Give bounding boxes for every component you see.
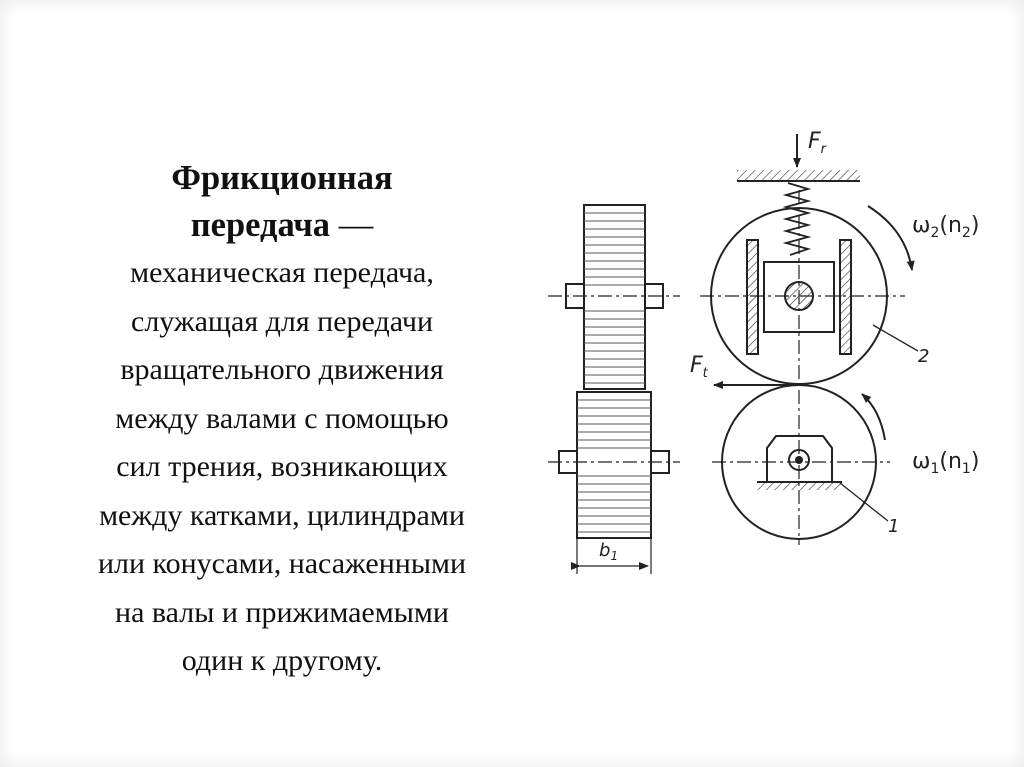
spring: [786, 183, 808, 255]
definition-line: между валами с помощью: [115, 401, 449, 435]
definition-line: вращательного движения: [120, 353, 444, 386]
omega1-label: $\omega_1(n_1)$: [912, 449, 980, 477]
term-line-2: [22, 202, 542, 249]
term-dash: —: [330, 206, 374, 244]
left-guide: [747, 240, 758, 354]
part-2-label: 2: [918, 346, 930, 367]
upper-roller-side: [584, 205, 645, 389]
part-1-label: 1: [888, 516, 900, 537]
leader-part2: [873, 325, 918, 351]
friction-drive-diagram: [546, 128, 1006, 588]
force-ft-label: $F_t$: [690, 353, 708, 381]
omega2-label: $\omega_2(n_2)$: [912, 213, 980, 241]
definition-line: один к другому.: [181, 644, 383, 677]
term-line-1: [22, 155, 542, 202]
definition-line: механическая передача,: [130, 256, 434, 289]
term-word-1: Фрикционная: [171, 159, 393, 197]
definition-line: сил трения, возникающих: [116, 450, 448, 483]
front-view: [700, 134, 918, 545]
omega1-rotation-arrow: [862, 394, 885, 440]
right-guide: [840, 240, 851, 354]
term-word-2: передача: [190, 206, 331, 244]
definition-line: или конусами, насаженными: [97, 547, 467, 580]
dimension-b1-label: $b_1$: [599, 540, 619, 563]
definition-line: между катками, цилиндрами: [99, 498, 465, 532]
definition-text-block: [22, 155, 542, 686]
omega2-rotation-arrow: [868, 206, 912, 270]
definition-line: служащая для передачи: [131, 304, 433, 338]
leader-part1: [840, 483, 888, 521]
side-view: [548, 205, 680, 574]
force-fr-label: $F_r$: [808, 129, 827, 157]
definition-line: на валы и прижимаемыми: [115, 595, 449, 629]
top-support-hatch: [737, 170, 860, 181]
